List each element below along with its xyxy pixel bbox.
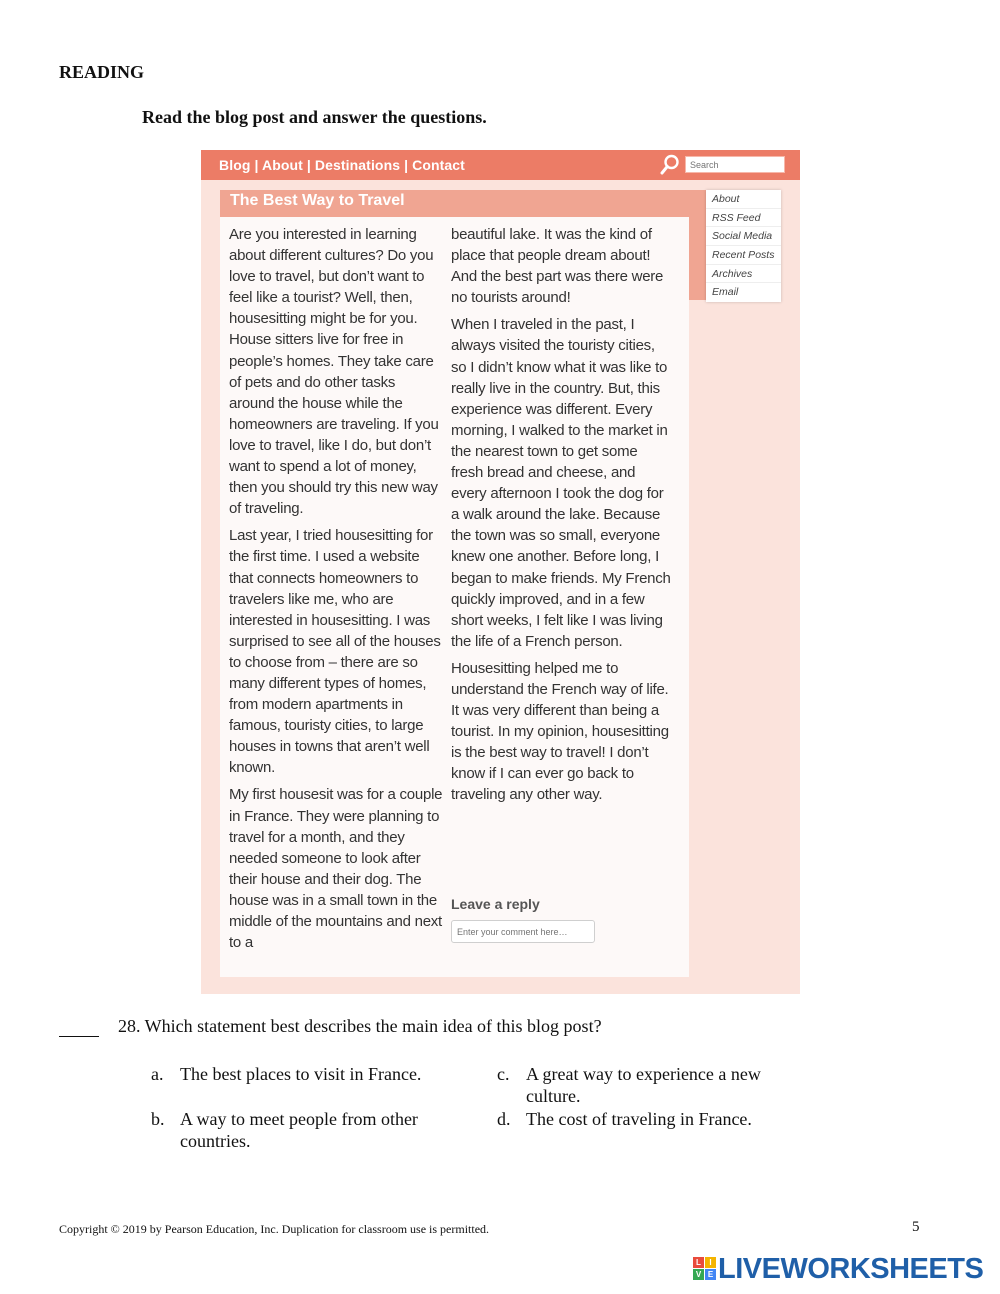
option-text: A way to meet people from other countries.	[180, 1109, 418, 1151]
option-letter: c.	[497, 1064, 510, 1084]
option-letter: b.	[151, 1109, 165, 1129]
side-menu-item-archives[interactable]: Archives	[706, 265, 781, 284]
search-icon[interactable]	[660, 154, 680, 176]
liveworksheets-logo-icon	[693, 1257, 717, 1281]
option-text: The cost of traveling in France.	[526, 1109, 752, 1129]
option-text: The best places to visit in France.	[180, 1064, 422, 1084]
side-menu	[706, 190, 781, 302]
paragraph: Last year, I tried housesitting for the first time. I used a website that connects homeowners to travelers like me, who are interested in housesitting. I was surprised to see all of the houses to choose from – there are so many different types of homes, from modern apartments in famous, touristy cities, to large houses in towns that aren’t well known.	[229, 527, 441, 777]
option-letter: a.	[151, 1064, 164, 1084]
section-title: READING	[59, 62, 145, 82]
logo-cell: L	[693, 1257, 704, 1268]
post-title: The Best Way to Travel	[230, 192, 405, 209]
instructions: Read the blog post and answer the questions.	[142, 107, 487, 127]
copyright-notice: Copyright © 2019 by Pearson Education, Inc. Duplication for classroom use is permitted.	[59, 1222, 490, 1236]
option-letter: d.	[497, 1109, 511, 1129]
page-number: 5	[912, 1219, 920, 1235]
blog-nav-bar	[201, 150, 800, 180]
question-text: 28. Which statement best describes the main idea of this blog post?	[118, 1016, 602, 1036]
side-menu-item-about[interactable]: About	[706, 190, 781, 209]
blog-nav-links[interactable]: Blog | About | Destinations | Contact	[219, 157, 465, 173]
side-menu-item-rss-feed[interactable]: RSS Feed	[706, 209, 781, 228]
paragraph: Housesitting helped me to understand the French way of life. It was very different than being a tourist. In my opinion, housesitting is the best way to travel! I don’t know if I can ever go back to traveling any other way.	[451, 659, 669, 804]
side-menu-item-email[interactable]: Email	[712, 286, 739, 299]
reply-heading: Leave a reply	[451, 896, 540, 912]
blog-post-image	[201, 150, 800, 994]
paragraph: beautiful lake. It was the kind of place that people dream about! And the best part was there were no tourists around!	[451, 226, 664, 307]
side-menu-item-social-media[interactable]: Social Media	[706, 227, 781, 246]
logo-cell: V	[693, 1269, 704, 1280]
search-input[interactable]	[685, 156, 785, 173]
logo-cell: I	[705, 1257, 716, 1268]
comment-input[interactable]	[451, 920, 595, 943]
post-column-2	[451, 224, 671, 812]
brand-name: LIVEWORKSHEETS	[718, 1253, 984, 1285]
side-menu-item-recent-posts[interactable]: Recent Posts	[706, 246, 781, 265]
option-text: A great way to experience a new culture.	[526, 1064, 761, 1106]
paragraph: When I traveled in the past, I always visited the touristy cities, so I didn’t know what it was like to really live in the country. But, this experience was different. Every morning, I walked to the market in the nearest town to get some fresh bread and cheese, and every afternoon I took the dog for a walk around the lake. Because the town was so small, everyone knew one another. Before long, I began to make friends. My French quickly improved, and in a few short weeks, I felt like I was living the life of a French person.	[451, 316, 671, 650]
post-column-1	[229, 224, 443, 959]
logo-cell: E	[705, 1269, 716, 1280]
paragraph: Are you interested in learning about different cultures? Do you love to travel, but don’t want to feel like a tourist? Well, then, housesitting might be for you. House sitters live for free in people’s homes. They take care of pets and do other tasks around the house while the homeowners are traveling. If you love to travel, like I do, but don’t want to spend a lot of money, then you should try this new way of traveling.	[229, 226, 439, 518]
paragraph: My first housesit was for a couple in France. They were planning to travel for a month, and they needed someone to look after their house and their dog. The house was in a small town in the middle of the mountains and next to a	[229, 786, 443, 952]
answer-blank[interactable]	[59, 1036, 99, 1037]
